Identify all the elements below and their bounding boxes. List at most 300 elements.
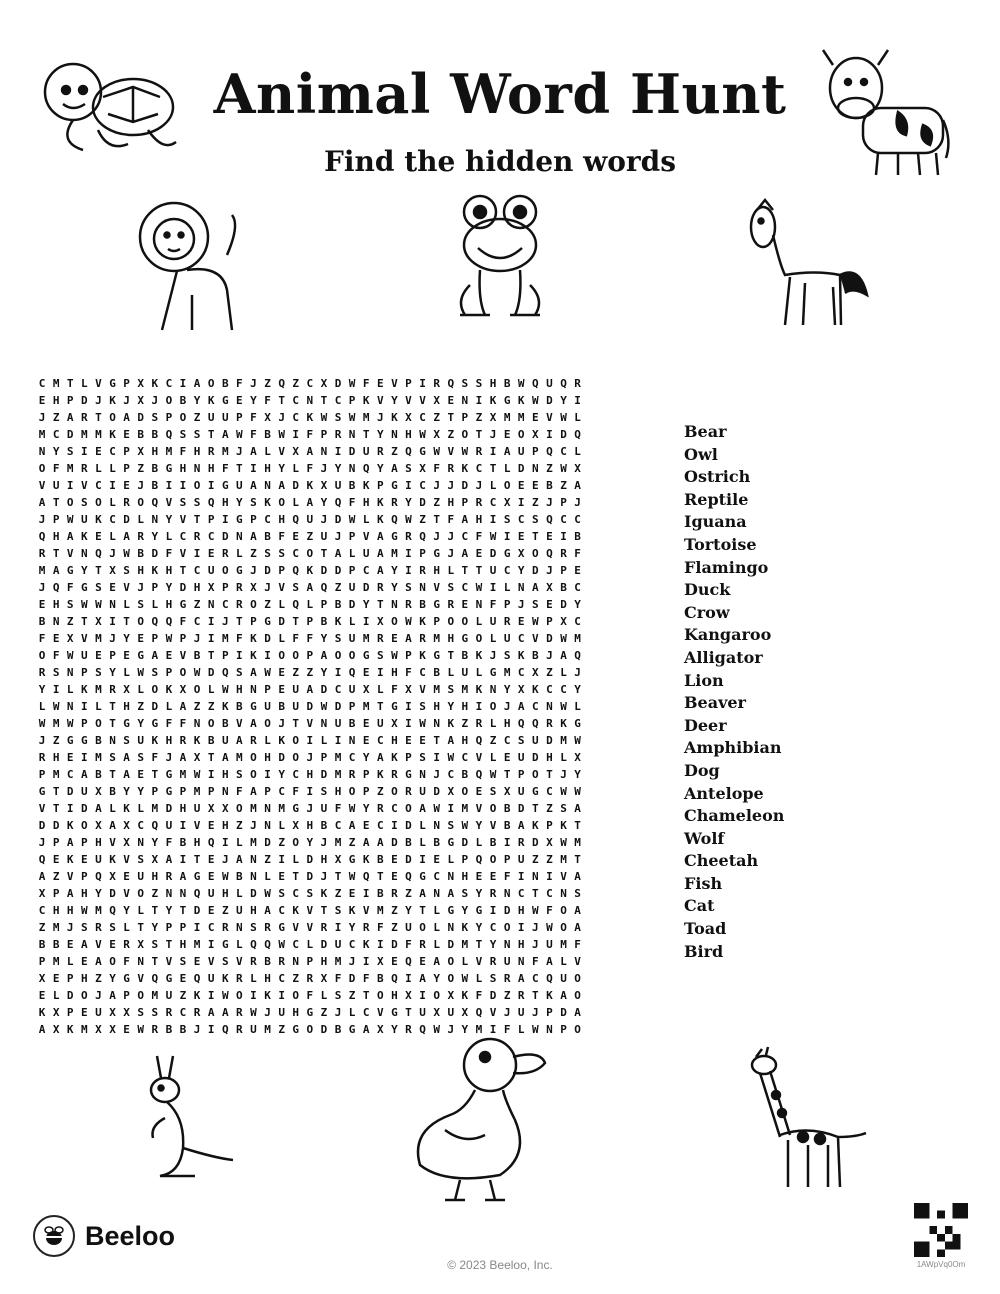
- grid-letter[interactable]: K: [376, 513, 384, 526]
- grid-letter[interactable]: O: [532, 768, 539, 781]
- grid-letter[interactable]: X: [109, 1023, 116, 1036]
- grid-letter[interactable]: Z: [320, 1006, 328, 1019]
- grid-letter[interactable]: P: [362, 768, 370, 781]
- grid-letter[interactable]: A: [95, 955, 102, 968]
- grid-letter[interactable]: T: [278, 394, 285, 407]
- grid-letter[interactable]: L: [123, 598, 130, 611]
- grid-letter[interactable]: X: [546, 836, 553, 849]
- grid-letter[interactable]: I: [574, 394, 581, 407]
- grid-letter[interactable]: J: [193, 1023, 201, 1036]
- grid-letter[interactable]: F: [179, 615, 187, 628]
- grid-letter[interactable]: A: [376, 836, 384, 849]
- grid-letter[interactable]: A: [66, 411, 74, 424]
- grid-letter[interactable]: L: [433, 921, 440, 934]
- grid-letter[interactable]: Y: [447, 700, 455, 713]
- grid-letter[interactable]: N: [419, 581, 426, 594]
- grid-letter[interactable]: O: [250, 768, 257, 781]
- grid-letter[interactable]: Z: [95, 972, 102, 985]
- grid-letter[interactable]: I: [207, 632, 215, 645]
- grid-letter[interactable]: I: [517, 870, 525, 883]
- grid-letter[interactable]: X: [517, 683, 525, 696]
- grid-letter[interactable]: K: [348, 904, 356, 917]
- grid-letter[interactable]: A: [517, 972, 525, 985]
- grid-letter[interactable]: H: [264, 462, 271, 475]
- grid-letter[interactable]: I: [489, 1023, 497, 1036]
- grid-letter[interactable]: R: [123, 496, 130, 509]
- grid-letter[interactable]: A: [419, 887, 426, 900]
- grid-letter[interactable]: M: [193, 785, 201, 798]
- grid-letter[interactable]: A: [66, 887, 74, 900]
- grid-letter[interactable]: R: [419, 938, 426, 951]
- grid-letter[interactable]: W: [574, 734, 581, 747]
- grid-letter[interactable]: F: [123, 955, 130, 968]
- grid-letter[interactable]: N: [320, 445, 328, 458]
- grid-letter[interactable]: B: [433, 666, 440, 679]
- grid-letter[interactable]: I: [362, 955, 370, 968]
- grid-letter[interactable]: T: [81, 615, 88, 628]
- grid-letter[interactable]: I: [52, 683, 60, 696]
- grid-letter[interactable]: S: [52, 666, 60, 679]
- grid-letter[interactable]: E: [475, 547, 483, 560]
- grid-letter[interactable]: R: [264, 921, 271, 934]
- grid-letter[interactable]: E: [52, 972, 60, 985]
- grid-letter[interactable]: B: [179, 1023, 187, 1036]
- grid-letter[interactable]: P: [123, 462, 130, 475]
- grid-letter[interactable]: Z: [264, 598, 271, 611]
- grid-letter[interactable]: C: [137, 819, 145, 832]
- grid-letter[interactable]: P: [461, 496, 469, 509]
- grid-letter[interactable]: R: [362, 921, 370, 934]
- grid-letter[interactable]: E: [207, 904, 215, 917]
- grid-letter[interactable]: M: [362, 411, 370, 424]
- grid-letter[interactable]: R: [334, 428, 342, 441]
- grid-letter[interactable]: I: [306, 785, 314, 798]
- grid-letter[interactable]: J: [546, 564, 553, 577]
- grid-letter[interactable]: Z: [264, 853, 271, 866]
- grid-letter[interactable]: S: [236, 666, 243, 679]
- grid-letter[interactable]: U: [137, 734, 145, 747]
- grid-letter[interactable]: Q: [151, 615, 159, 628]
- grid-letter[interactable]: B: [503, 377, 511, 390]
- grid-letter[interactable]: F: [433, 462, 440, 475]
- grid-letter[interactable]: A: [532, 581, 539, 594]
- grid-letter[interactable]: D: [66, 428, 74, 441]
- grid-letter[interactable]: I: [405, 700, 412, 713]
- grid-letter[interactable]: T: [52, 802, 60, 815]
- grid-letter[interactable]: E: [109, 938, 116, 951]
- grid-letter[interactable]: D: [546, 632, 553, 645]
- grid-letter[interactable]: Q: [109, 904, 116, 917]
- grid-letter[interactable]: M: [52, 955, 60, 968]
- grid-letter[interactable]: C: [489, 496, 497, 509]
- grid-letter[interactable]: N: [447, 870, 455, 883]
- grid-letter[interactable]: T: [137, 921, 145, 934]
- grid-letter[interactable]: K: [151, 377, 159, 390]
- grid-letter[interactable]: U: [419, 1006, 426, 1019]
- grid-letter[interactable]: G: [503, 394, 511, 407]
- grid-letter[interactable]: X: [503, 785, 511, 798]
- grid-letter[interactable]: T: [207, 649, 215, 662]
- grid-letter[interactable]: W: [447, 751, 455, 764]
- grid-letter[interactable]: B: [503, 819, 511, 832]
- grid-letter[interactable]: G: [278, 921, 285, 934]
- grid-letter[interactable]: J: [447, 547, 455, 560]
- grid-letter[interactable]: Z: [461, 717, 469, 730]
- grid-letter[interactable]: V: [306, 904, 314, 917]
- grid-letter[interactable]: U: [95, 1006, 102, 1019]
- grid-letter[interactable]: D: [137, 411, 145, 424]
- grid-letter[interactable]: R: [193, 530, 201, 543]
- grid-letter[interactable]: N: [546, 1023, 553, 1036]
- grid-letter[interactable]: A: [95, 802, 102, 815]
- grid-letter[interactable]: L: [278, 632, 285, 645]
- grid-letter[interactable]: O: [179, 411, 187, 424]
- grid-letter[interactable]: D: [334, 377, 342, 390]
- grid-letter[interactable]: B: [264, 530, 271, 543]
- grid-letter[interactable]: R: [250, 955, 257, 968]
- grid-letter[interactable]: S: [179, 428, 187, 441]
- grid-letter[interactable]: P: [109, 649, 116, 662]
- grid-letter[interactable]: W: [38, 717, 46, 730]
- grid-letter[interactable]: X: [391, 717, 398, 730]
- grid-letter[interactable]: M: [52, 377, 60, 390]
- grid-letter[interactable]: G: [81, 734, 88, 747]
- grid-letter[interactable]: T: [320, 904, 328, 917]
- grid-letter[interactable]: X: [433, 428, 440, 441]
- grid-letter[interactable]: E: [236, 394, 243, 407]
- grid-letter[interactable]: U: [517, 1006, 525, 1019]
- grid-letter[interactable]: L: [489, 632, 497, 645]
- grid-letter[interactable]: I: [405, 479, 412, 492]
- grid-letter[interactable]: R: [405, 530, 412, 543]
- grid-letter[interactable]: J: [320, 462, 328, 475]
- grid-letter[interactable]: E: [546, 530, 553, 543]
- grid-letter[interactable]: Z: [306, 666, 314, 679]
- grid-letter[interactable]: Y: [123, 632, 130, 645]
- grid-letter[interactable]: A: [376, 530, 384, 543]
- grid-letter[interactable]: F: [306, 462, 314, 475]
- grid-letter[interactable]: N: [532, 462, 539, 475]
- grid-letter[interactable]: K: [362, 938, 370, 951]
- grid-letter[interactable]: L: [236, 887, 243, 900]
- grid-letter[interactable]: O: [179, 666, 187, 679]
- grid-letter[interactable]: L: [250, 972, 257, 985]
- grid-letter[interactable]: N: [151, 513, 159, 526]
- grid-letter[interactable]: T: [320, 394, 328, 407]
- grid-letter[interactable]: Y: [52, 445, 60, 458]
- grid-letter[interactable]: T: [405, 1006, 412, 1019]
- grid-letter[interactable]: A: [376, 547, 384, 560]
- grid-letter[interactable]: C: [503, 734, 511, 747]
- grid-letter[interactable]: L: [503, 581, 511, 594]
- grid-letter[interactable]: A: [461, 513, 469, 526]
- grid-letter[interactable]: X: [264, 411, 271, 424]
- grid-letter[interactable]: L: [292, 462, 300, 475]
- grid-letter[interactable]: X: [320, 479, 328, 492]
- grid-letter[interactable]: V: [38, 479, 46, 492]
- grid-letter[interactable]: D: [391, 938, 398, 951]
- grid-letter[interactable]: N: [517, 955, 525, 968]
- grid-letter[interactable]: Z: [391, 904, 398, 917]
- grid-letter[interactable]: V: [236, 955, 243, 968]
- grid-letter[interactable]: M: [221, 632, 229, 645]
- grid-letter[interactable]: O: [81, 989, 88, 1002]
- grid-letter[interactable]: E: [489, 870, 497, 883]
- grid-letter[interactable]: N: [433, 819, 440, 832]
- grid-letter[interactable]: F: [236, 632, 243, 645]
- grid-letter[interactable]: B: [320, 615, 328, 628]
- grid-letter[interactable]: H: [517, 938, 525, 951]
- grid-letter[interactable]: W: [320, 411, 328, 424]
- grid-letter[interactable]: H: [221, 496, 229, 509]
- grid-letter[interactable]: C: [546, 683, 553, 696]
- grid-letter[interactable]: E: [38, 394, 46, 407]
- grid-letter[interactable]: S: [405, 581, 412, 594]
- grid-letter[interactable]: U: [95, 853, 102, 866]
- grid-letter[interactable]: D: [532, 836, 539, 849]
- grid-letter[interactable]: P: [560, 564, 567, 577]
- grid-letter[interactable]: Z: [278, 1023, 285, 1036]
- grid-letter[interactable]: E: [207, 870, 215, 883]
- grid-letter[interactable]: Q: [475, 1006, 483, 1019]
- grid-letter[interactable]: L: [574, 700, 581, 713]
- grid-letter[interactable]: Y: [165, 581, 173, 594]
- grid-letter[interactable]: S: [151, 411, 159, 424]
- grid-letter[interactable]: N: [320, 717, 328, 730]
- grid-letter[interactable]: W: [419, 717, 426, 730]
- grid-letter[interactable]: T: [179, 904, 187, 917]
- grid-letter[interactable]: O: [475, 632, 483, 645]
- grid-letter[interactable]: X: [433, 1006, 440, 1019]
- grid-letter[interactable]: G: [447, 904, 455, 917]
- grid-letter[interactable]: H: [503, 717, 511, 730]
- grid-letter[interactable]: S: [81, 496, 88, 509]
- grid-letter[interactable]: E: [362, 734, 370, 747]
- grid-letter[interactable]: N: [292, 955, 300, 968]
- grid-letter[interactable]: I: [489, 904, 497, 917]
- grid-letter[interactable]: D: [221, 530, 229, 543]
- grid-letter[interactable]: J: [193, 632, 201, 645]
- grid-letter[interactable]: O: [292, 734, 300, 747]
- grid-letter[interactable]: A: [517, 700, 525, 713]
- grid-letter[interactable]: P: [123, 445, 130, 458]
- grid-letter[interactable]: R: [405, 1023, 412, 1036]
- grid-letter[interactable]: Y: [151, 921, 159, 934]
- grid-letter[interactable]: Q: [560, 377, 567, 390]
- grid-letter[interactable]: Z: [292, 972, 300, 985]
- grid-letter[interactable]: P: [179, 785, 187, 798]
- grid-letter[interactable]: R: [221, 547, 229, 560]
- grid-letter[interactable]: L: [574, 411, 581, 424]
- grid-letter[interactable]: N: [348, 734, 356, 747]
- grid-letter[interactable]: R: [447, 598, 455, 611]
- grid-letter[interactable]: Z: [137, 462, 145, 475]
- grid-letter[interactable]: N: [348, 462, 356, 475]
- grid-letter[interactable]: L: [306, 938, 314, 951]
- grid-letter[interactable]: M: [391, 547, 398, 560]
- grid-letter[interactable]: Y: [151, 836, 159, 849]
- grid-letter[interactable]: E: [123, 870, 130, 883]
- grid-letter[interactable]: P: [179, 632, 187, 645]
- grid-letter[interactable]: N: [179, 887, 187, 900]
- grid-letter[interactable]: X: [179, 683, 187, 696]
- grid-letter[interactable]: H: [52, 751, 60, 764]
- grid-letter[interactable]: Y: [306, 836, 314, 849]
- grid-letter[interactable]: S: [137, 1006, 145, 1019]
- grid-letter[interactable]: O: [137, 615, 145, 628]
- grid-letter[interactable]: G: [38, 785, 46, 798]
- grid-letter[interactable]: L: [574, 445, 581, 458]
- grid-letter[interactable]: J: [165, 751, 173, 764]
- grid-letter[interactable]: X: [95, 615, 102, 628]
- grid-letter[interactable]: X: [109, 1006, 116, 1019]
- grid-letter[interactable]: O: [151, 683, 159, 696]
- grid-letter[interactable]: Y: [165, 904, 173, 917]
- grid-letter[interactable]: J: [236, 445, 243, 458]
- grid-letter[interactable]: E: [95, 530, 102, 543]
- grid-letter[interactable]: E: [362, 819, 370, 832]
- grid-letter[interactable]: T: [532, 989, 539, 1002]
- grid-letter[interactable]: S: [517, 734, 525, 747]
- grid-letter[interactable]: T: [123, 615, 130, 628]
- grid-letter[interactable]: C: [475, 462, 483, 475]
- grid-letter[interactable]: C: [278, 904, 285, 917]
- grid-letter[interactable]: A: [391, 462, 398, 475]
- grid-letter[interactable]: V: [362, 904, 370, 917]
- grid-letter[interactable]: K: [362, 479, 370, 492]
- grid-letter[interactable]: S: [179, 955, 187, 968]
- grid-letter[interactable]: K: [165, 683, 173, 696]
- grid-letter[interactable]: H: [179, 462, 187, 475]
- grid-letter[interactable]: P: [165, 666, 173, 679]
- grid-letter[interactable]: R: [320, 921, 328, 934]
- grid-letter[interactable]: P: [81, 870, 88, 883]
- grid-letter[interactable]: V: [391, 377, 398, 390]
- grid-letter[interactable]: P: [320, 598, 328, 611]
- grid-letter[interactable]: Y: [574, 598, 581, 611]
- grid-letter[interactable]: M: [334, 955, 342, 968]
- grid-letter[interactable]: M: [376, 904, 384, 917]
- grid-letter[interactable]: W: [66, 513, 74, 526]
- grid-letter[interactable]: A: [38, 870, 46, 883]
- grid-letter[interactable]: O: [109, 411, 116, 424]
- grid-letter[interactable]: L: [320, 734, 328, 747]
- grid-letter[interactable]: M: [560, 938, 567, 951]
- grid-letter[interactable]: E: [391, 853, 398, 866]
- grid-letter[interactable]: U: [292, 700, 300, 713]
- grid-letter[interactable]: Z: [292, 377, 300, 390]
- grid-letter[interactable]: K: [81, 683, 88, 696]
- grid-letter[interactable]: S: [376, 649, 384, 662]
- grid-letter[interactable]: F: [532, 955, 539, 968]
- grid-letter[interactable]: L: [95, 700, 102, 713]
- grid-letter[interactable]: H: [193, 581, 201, 594]
- grid-letter[interactable]: W: [221, 870, 229, 883]
- grid-letter[interactable]: N: [250, 870, 257, 883]
- grid-letter[interactable]: T: [419, 904, 426, 917]
- grid-letter[interactable]: O: [292, 989, 300, 1002]
- grid-letter[interactable]: I: [503, 836, 511, 849]
- grid-letter[interactable]: X: [109, 870, 116, 883]
- grid-letter[interactable]: L: [376, 683, 384, 696]
- grid-letter[interactable]: W: [433, 445, 440, 458]
- grid-letter[interactable]: E: [95, 445, 102, 458]
- grid-letter[interactable]: R: [38, 666, 46, 679]
- grid-letter[interactable]: Z: [546, 853, 553, 866]
- grid-letter[interactable]: D: [165, 802, 173, 815]
- grid-letter[interactable]: D: [334, 564, 342, 577]
- grid-letter[interactable]: Z: [546, 802, 553, 815]
- grid-letter[interactable]: Z: [207, 700, 215, 713]
- grid-letter[interactable]: Y: [405, 904, 412, 917]
- grid-letter[interactable]: F: [179, 445, 187, 458]
- grid-letter[interactable]: O: [574, 1023, 581, 1036]
- grid-letter[interactable]: B: [278, 700, 285, 713]
- grid-letter[interactable]: F: [165, 547, 173, 560]
- grid-letter[interactable]: P: [306, 649, 314, 662]
- grid-letter[interactable]: Q: [151, 972, 159, 985]
- grid-letter[interactable]: H: [475, 513, 483, 526]
- grid-letter[interactable]: V: [362, 530, 370, 543]
- grid-letter[interactable]: K: [560, 717, 567, 730]
- grid-letter[interactable]: M: [574, 836, 581, 849]
- grid-letter[interactable]: I: [376, 666, 384, 679]
- grid-letter[interactable]: I: [391, 819, 398, 832]
- grid-letter[interactable]: H: [334, 785, 342, 798]
- grid-letter[interactable]: Z: [405, 887, 412, 900]
- grid-letter[interactable]: P: [165, 411, 173, 424]
- grid-letter[interactable]: W: [560, 785, 567, 798]
- grid-letter[interactable]: P: [52, 887, 60, 900]
- grid-letter[interactable]: T: [292, 615, 300, 628]
- grid-letter[interactable]: T: [52, 547, 60, 560]
- grid-letter[interactable]: N: [109, 598, 116, 611]
- grid-letter[interactable]: V: [433, 581, 440, 594]
- grid-letter[interactable]: C: [264, 513, 271, 526]
- grid-letter[interactable]: C: [109, 513, 116, 526]
- grid-letter[interactable]: U: [334, 479, 342, 492]
- grid-letter[interactable]: K: [95, 513, 102, 526]
- grid-letter[interactable]: Z: [391, 445, 398, 458]
- grid-letter[interactable]: D: [193, 904, 201, 917]
- grid-letter[interactable]: R: [236, 598, 243, 611]
- grid-letter[interactable]: M: [433, 683, 440, 696]
- grid-letter[interactable]: N: [236, 921, 243, 934]
- grid-letter[interactable]: A: [236, 853, 243, 866]
- grid-letter[interactable]: I: [362, 615, 370, 628]
- grid-letter[interactable]: O: [193, 683, 201, 696]
- grid-letter[interactable]: L: [137, 683, 145, 696]
- grid-letter[interactable]: E: [461, 598, 469, 611]
- grid-letter[interactable]: N: [475, 598, 483, 611]
- grid-letter[interactable]: N: [221, 785, 229, 798]
- grid-letter[interactable]: U: [348, 581, 356, 594]
- grid-letter[interactable]: O: [447, 955, 455, 968]
- grid-letter[interactable]: B: [334, 598, 342, 611]
- grid-letter[interactable]: C: [433, 870, 440, 883]
- grid-letter[interactable]: L: [109, 462, 116, 475]
- grid-letter[interactable]: M: [193, 938, 201, 951]
- grid-letter[interactable]: A: [574, 870, 581, 883]
- grid-letter[interactable]: I: [517, 496, 525, 509]
- grid-letter[interactable]: P: [250, 513, 257, 526]
- grid-letter[interactable]: M: [461, 802, 469, 815]
- grid-letter[interactable]: I: [207, 615, 215, 628]
- grid-letter[interactable]: N: [264, 479, 271, 492]
- grid-letter[interactable]: E: [503, 428, 511, 441]
- grid-letter[interactable]: U: [560, 972, 567, 985]
- grid-letter[interactable]: S: [447, 819, 455, 832]
